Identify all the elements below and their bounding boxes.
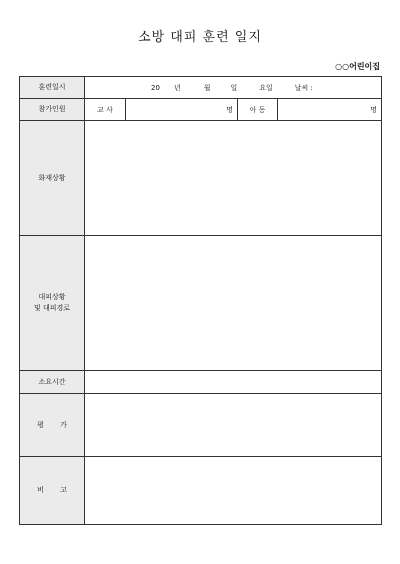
date-year-unit: 년 (173, 83, 181, 92)
organization-name: ○○어린이집 (335, 62, 380, 71)
date-weekday-unit: 요일 (259, 83, 273, 92)
row-training-datetime (20, 77, 382, 99)
row-evacuation (20, 236, 382, 371)
label-teacher: 교 사 (85, 99, 126, 121)
label-training-datetime: 훈련일시 (20, 77, 85, 99)
label-time-required: 소요시간 (20, 371, 85, 394)
label-children: 아 동 (238, 99, 278, 121)
label-participants: 참가인원 (20, 99, 85, 121)
row-time-required (20, 371, 382, 394)
label-evacuation-line2: 및 대피경로 (33, 304, 71, 312)
date-year: 20 (151, 83, 160, 92)
field-evacuation[interactable] (85, 236, 382, 371)
field-evaluation[interactable] (85, 394, 382, 457)
row-fire-situation (20, 121, 382, 236)
label-evacuation-line1: 대피상황 (38, 293, 66, 301)
field-training-datetime[interactable] (85, 77, 382, 99)
date-weather: 날씨 : (294, 83, 313, 92)
label-remarks: 비 고 (20, 457, 85, 525)
label-fire-situation: 화재상황 (20, 121, 85, 236)
row-evaluation (20, 394, 382, 457)
field-fire-situation[interactable] (85, 121, 382, 236)
field-children-count[interactable]: 명 (278, 99, 382, 121)
date-day-unit: 일 (230, 83, 238, 92)
date-month-unit: 월 (203, 83, 211, 92)
label-evaluation: 평 가 (20, 394, 85, 457)
field-time-required[interactable] (85, 371, 382, 394)
field-teacher-count[interactable]: 명 (126, 99, 238, 121)
row-participants (20, 99, 382, 121)
page-title: 소방 대피 훈련 일지 (138, 30, 262, 45)
row-remarks (20, 457, 382, 525)
label-evacuation (20, 236, 85, 371)
field-remarks[interactable] (85, 457, 382, 525)
training-log-table (19, 76, 382, 525)
